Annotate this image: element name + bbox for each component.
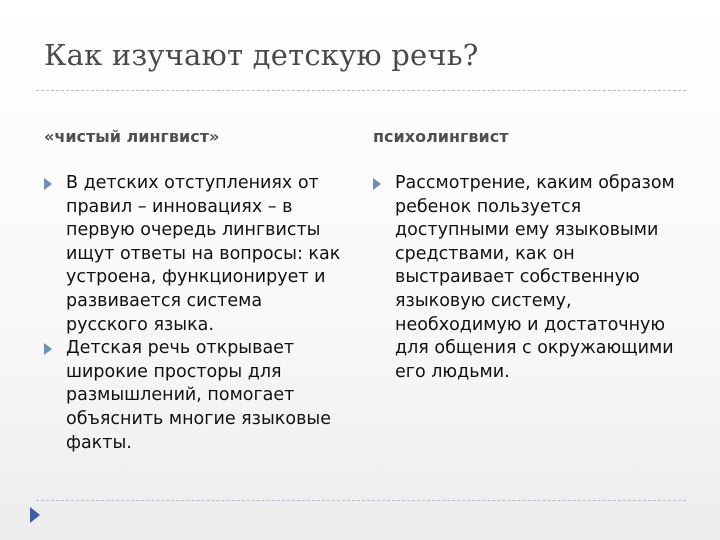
triangle-bullet-icon xyxy=(44,343,52,355)
bullet-text: В детских отступлениях от правил – инновациях – в первую очередь лингвисты ищут ответы на вопросы: как устроена, функционирует и развивается система русского языка. xyxy=(66,173,341,335)
bullet-text: Детская речь открывает широкие просторы для размышлений, помогает объяснить многие языковые факты. xyxy=(66,338,331,453)
triangle-bullet-icon xyxy=(373,178,381,190)
next-slide-arrow-icon[interactable] xyxy=(30,507,40,523)
column-heading-linguist: «чистый лингвист» xyxy=(44,127,220,146)
bullet-list-psycholinguist xyxy=(373,172,683,384)
bullet-item xyxy=(44,337,349,455)
top-divider xyxy=(36,90,686,91)
triangle-bullet-icon xyxy=(44,178,52,190)
bullet-item xyxy=(44,172,349,337)
bullet-item xyxy=(373,172,683,384)
bullet-text: Рассмотрение, каким образом ребенок пользуется доступными ему языковыми средствами, как он выстраивает собственную языковую систему, необходимую и достаточную для общения с окружающими его людьми. xyxy=(395,173,675,382)
column-heading-psycholinguist: психолингвист xyxy=(373,127,509,146)
slide-title: Как изучают детскую речь? xyxy=(44,38,479,72)
bottom-divider xyxy=(36,500,686,501)
bullet-list-linguist xyxy=(44,172,349,455)
